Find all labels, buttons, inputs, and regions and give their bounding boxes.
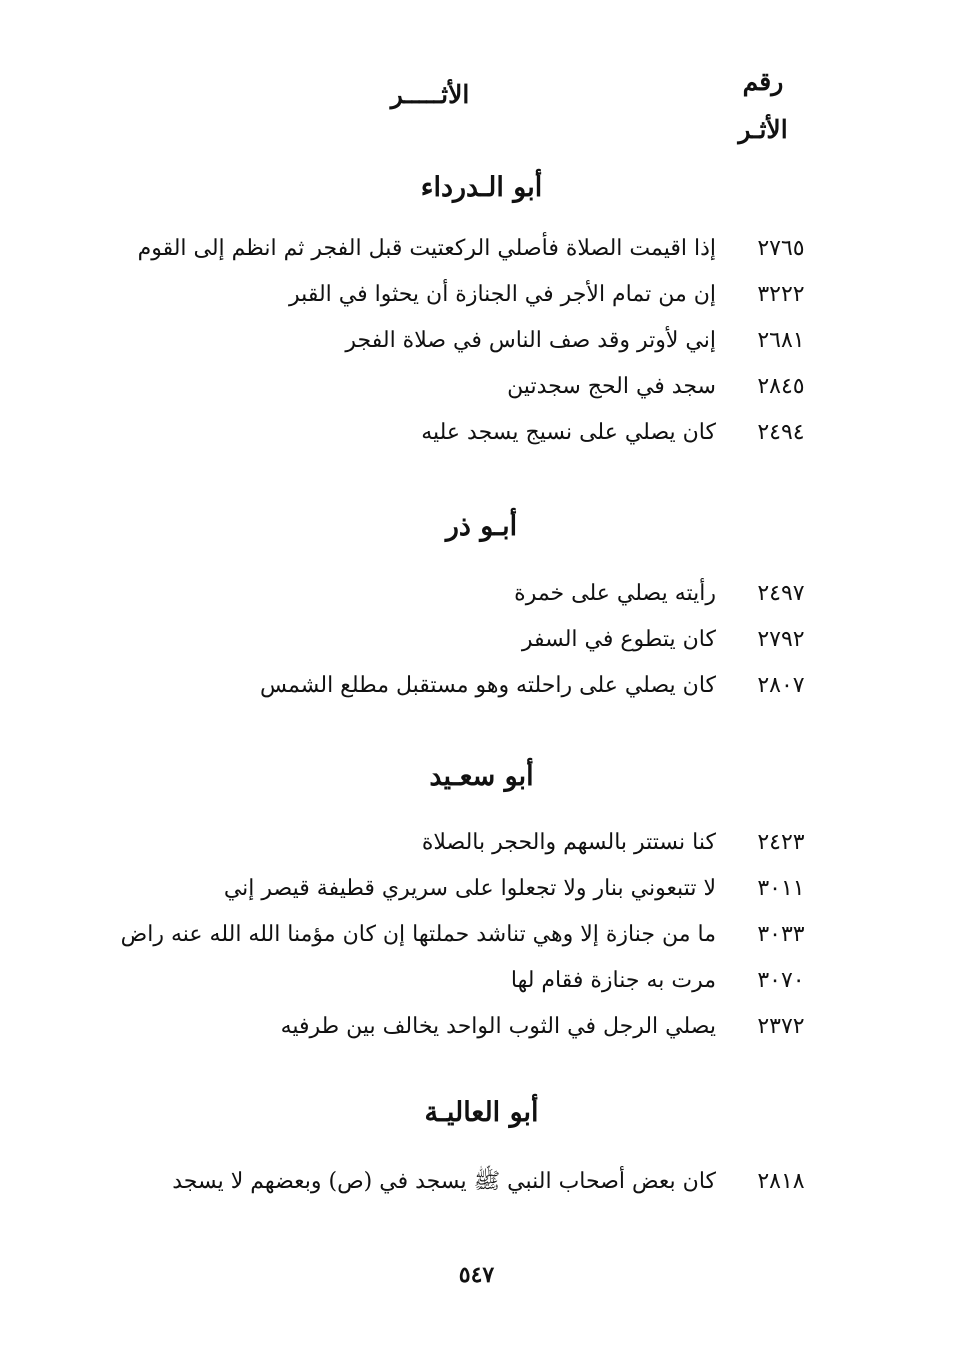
entry-text: كان يصلي على راحلته وهو مستقبل مطلع الشمس [259, 673, 716, 698]
section-title: أبو سعـيد [429, 761, 534, 792]
entry-number: ٣٢٢٢ [757, 282, 805, 307]
list-item [0, 912, 953, 958]
entry-text: إن من تمام الأجر في الجنازة أن يحثوا في القبر [289, 282, 716, 307]
column-header-number [718, 58, 808, 154]
entry-number: ٢٧٩٢ [757, 627, 805, 652]
section-abu-al-darda [0, 158, 953, 456]
entry-text: لا تتبعوني بنار ولا تجعلوا على سريري قطيفة قيصر إني [223, 876, 716, 901]
entry-text: إني لأوتر وقد صف الناس في صلاة الفجر [345, 328, 716, 353]
list-item [0, 958, 953, 1004]
column-header-number-line2: الأثـر [738, 115, 788, 144]
section-title: أبو العاليـة [424, 1097, 539, 1128]
entry-number: ٢٤٩٤ [757, 420, 805, 445]
entry-number: ٢٣٧٢ [757, 1014, 805, 1039]
list-item [0, 1159, 953, 1205]
entry-number: ٢٨٠٧ [757, 673, 805, 698]
entry-text: مرت به جنازة فقام لها [510, 968, 716, 993]
section-title: أبـو ذر [445, 511, 518, 542]
entry-number: ٢٦٨١ [757, 328, 805, 353]
list-item [0, 226, 953, 272]
entry-text: كنا نستتر بالسهم والحجر بالصلاة [421, 830, 716, 855]
entry-text: كان بعض أصحاب النبي ﷺ يسجد في (ص) وبعضهم لا يسجد [172, 1169, 716, 1194]
entry-number: ٢٧٦٥ [757, 236, 805, 261]
entry-number: ٢٨١٨ [757, 1169, 805, 1194]
entry-text: كان يتطوع في السفر [521, 627, 716, 652]
list-item [0, 1004, 953, 1050]
entry-text: رأيته يصلي على خمرة [514, 581, 716, 606]
list-item [0, 410, 953, 456]
column-header-athar: الأثـــــر [390, 80, 470, 109]
section-abu-al-aliya [0, 1083, 953, 1205]
section-abu-said [0, 747, 953, 1050]
list-item [0, 617, 953, 663]
entry-number: ٣٠٧٠ [757, 968, 805, 993]
list-item [0, 820, 953, 866]
entry-text: كان يصلي على نسيج يسجد عليه [421, 420, 716, 445]
list-item [0, 364, 953, 410]
entry-number: ٣٠١١ [757, 876, 805, 901]
entry-number: ٢٤٩٧ [757, 581, 805, 606]
list-item [0, 571, 953, 617]
entry-number: ٣٠٣٣ [757, 922, 805, 947]
column-header-number-line1: رقم [742, 67, 784, 96]
section-abu-dharr [0, 497, 953, 709]
entry-text: ما من جنازة إلا وهي تناشد حملتها إن كان مؤمنا الله الله عنه راض [120, 922, 716, 947]
entry-text: سجد في الحج سجدتين [507, 374, 716, 399]
entry-text: يصلي الرجل في الثوب الواحد يخالف بين طرفيه [280, 1014, 716, 1039]
list-item [0, 318, 953, 364]
entry-number: ٢٤٢٣ [757, 830, 805, 855]
page-number: ٥٤٧ [458, 1262, 495, 1288]
list-item [0, 866, 953, 912]
entry-text: إذا اقيمت الصلاة فأصلي الركعتيت قبل الفجر ثم انظم إلى القوم [137, 236, 716, 261]
entry-number: ٢٨٤٥ [757, 374, 805, 399]
list-item [0, 272, 953, 318]
list-item [0, 663, 953, 709]
section-title: أبو الـدرداء [420, 172, 543, 203]
